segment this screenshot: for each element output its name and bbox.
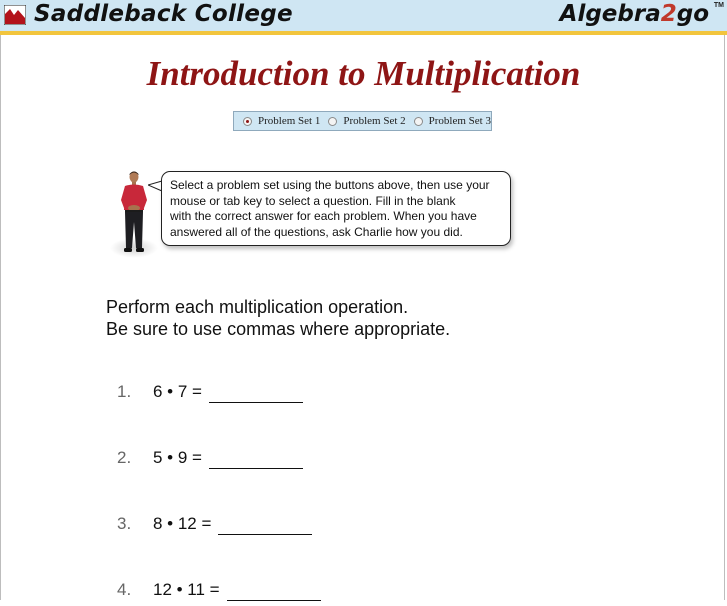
problem-row [117,514,312,540]
bubble-line-4: answered all of the questions, ask Charlie how you did. [170,224,463,239]
bubble-line-1: Select a problem set using the buttons above, then use your [170,178,490,192]
problem-expression: 8 • 12 = [153,514,212,533]
problem-set-1-radio[interactable] [243,117,252,126]
instructions [106,296,450,340]
problem-number: 4. [117,580,132,599]
college-name: Saddleback College [34,1,293,27]
problem-expression: 6 • 7 = [153,382,202,401]
charlie-figure-icon[interactable] [116,170,152,255]
problem-number: 1. [117,382,132,401]
brand-name [560,1,709,27]
bubble-line-3: with the correct answer for each problem. When you have [170,209,477,223]
answer-input-4[interactable] [227,582,321,601]
problem-number: 2. [117,448,132,467]
problem-row [117,382,303,408]
problem-set-3-option[interactable] [414,115,491,127]
saddleback-logo-icon [4,5,26,25]
problem-set-3-label: Problem Set 3 [428,115,491,127]
answer-input-3[interactable] [218,516,312,535]
brand-suffix: go [676,1,709,27]
problem-number: 3. [117,514,132,533]
problem-row [117,448,303,474]
answer-input-2[interactable] [209,450,303,469]
problem-set-2-radio[interactable] [328,117,337,126]
problem-set-1-option[interactable] [243,115,320,127]
trademark: TM [713,2,724,9]
problem-expression: 5 • 9 = [153,448,202,467]
problem-set-2-label: Problem Set 2 [343,115,406,127]
header-banner [0,0,727,35]
charlie-speech-bubble [161,171,511,246]
problem-set-selector [233,111,492,131]
bubble-line-2: mouse or tab key to select a question. Fill in the blank [170,193,456,208]
answer-input-1[interactable] [209,384,303,403]
brand-prefix: Algebra [559,1,661,27]
problem-set-2-option[interactable] [328,115,405,127]
page-title: Introduction to Multiplication [146,54,581,93]
problem-set-3-radio[interactable] [414,117,423,126]
problem-expression: 12 • 11 = [153,580,220,599]
problem-row [117,580,321,606]
instructions-line-2: Be sure to use commas where appropriate. [106,319,451,339]
brand-two: 2 [660,1,677,27]
instructions-line-1: Perform each multiplication operation. [106,297,409,317]
problem-set-1-label: Problem Set 1 [258,115,321,127]
